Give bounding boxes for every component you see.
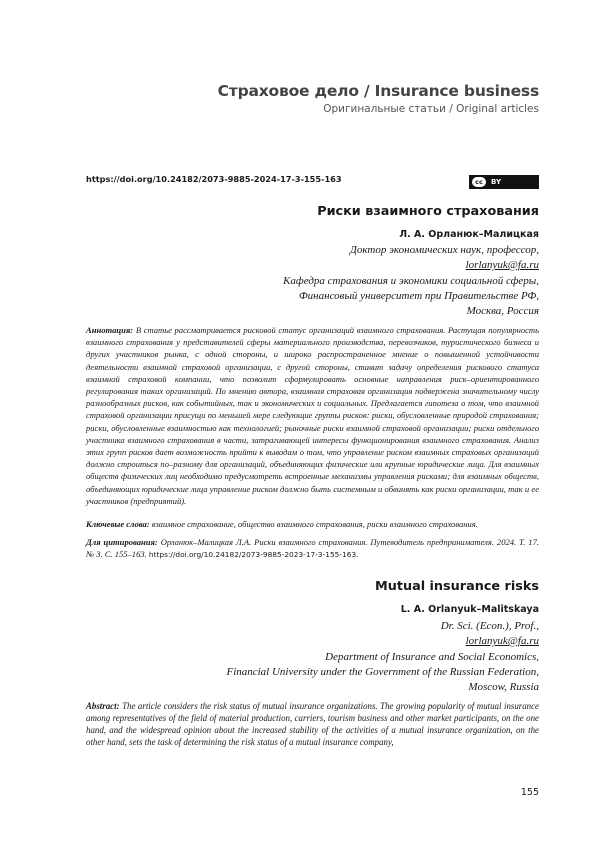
keywords-text-ru: взаимное страхование, общество взаимного страхования, риски взаимного страхования.: [151, 519, 478, 529]
abstract-ru: [86, 324, 539, 507]
section-title: Оригинальные статьи / Original articles: [323, 103, 539, 115]
affiliation-line-1-en: Department of Insurance and Social Economics,: [325, 651, 539, 663]
page-number: 155: [520, 787, 539, 798]
affiliation-line-3-en: Moscow, Russia: [468, 681, 539, 693]
cc-icon: cc: [472, 177, 486, 187]
abstract-text-ru: В статье рассматривается рисковой статус организаций взаимного страхования. Растущая популярность взаимного страхования у представителей сферы материального производства, перевозчиков, туристического бизнеса и других участников рынка, с одной стороны, и широко распространенное мнение о повышенной устойчивости деятельности взаимной страховой организации, с другой стороны, ставит задачу определения рискового статуса взаимной страховой компании, что позволит сформулировать основные направления риск–ориентированного регулирования таких организаций. По мнению автора, взаимная страховая организация подвержена значительному числу разнообразных рисков, как событийных, так и экономических и социальных. Предлагается гипотеза о том, что взаимной страховой организации присущи по меньшей мере следующие группы рисков: риски, обусловленные природой страхования; риски, обусловленные взаимностью как технологией; рыночные риски взаимной страховой организации; риски отдельного участника взаимного страхования в части, затрагивающей интересы функционирования взаимного страхования. Анализ этих групп рисков дает возможность прийти к выводам о том, что управление риском взаимных страховых организаций должно строиться по–разному для организаций, объединяющих физические или крупные юридические лица. Для взаимных обществ физических лиц необходимо предусмотреть встроенные механизмы управления рисками; для взаимных обществ, объединяющих юридические лица управление риском должно быть системным и обвинять как риски организации, так и ее участников (предприятий).: [86, 325, 539, 506]
author-degree-en: Dr. Sci. (Econ.), Prof.,: [440, 620, 539, 632]
author-degree-ru: Доктор экономических наук, профессор,: [349, 244, 539, 256]
doi-link[interactable]: https://doi.org/10.24182/2073-9885-2024-17-3-155-163: [86, 174, 342, 184]
article-title-ru: Риски взаимного страхования: [317, 204, 539, 219]
journal-title: Страховое дело / Insurance business: [217, 82, 539, 100]
article-title-en: Mutual insurance risks: [375, 579, 539, 594]
citation-ru: [86, 536, 539, 561]
author-email-ru[interactable]: lorlanyuk@fa.ru: [465, 259, 539, 271]
citation-label-ru: Для цитирования:: [86, 537, 158, 547]
abstract-en: [86, 700, 539, 748]
citation-doi-ru[interactable]: https://doi.org/10.24182/2073-9885-2023-17-3-155-163.: [148, 550, 359, 560]
cc-by-license-icon[interactable]: [469, 175, 539, 189]
affiliation-line-2-en: Financial University under the Government of the Russian Federation,: [226, 666, 539, 678]
abstract-label-en: Abstract:: [86, 701, 120, 711]
affiliation-line-2-ru: Финансовый университет при Правительстве РФ,: [298, 290, 539, 302]
author-email-en[interactable]: lorlanyuk@fa.ru: [465, 635, 539, 647]
abstract-text-en: The article considers the risk status of mutual insurance organizations. The growing popularity of mutual insurance among representatives of the field of material production, carriers, tourism business and other market participants, on the one hand, and the widespread opinion about the increased stability of the activities of a mutual insurance organization, on the other hand, sets the task of determining the risk status of a mutual insurance company,: [86, 701, 539, 748]
author-ru: Л. А. Орланюк–Малицкая: [399, 229, 539, 240]
affiliation-line-1-ru: Кафедра страхования и экономики социальной сферы,: [283, 275, 539, 287]
affiliation-line-3-ru: Москва, Россия: [466, 305, 539, 317]
keywords-label-ru: Ключевые слова:: [86, 519, 150, 529]
abstract-label-ru: Аннотация:: [86, 325, 134, 335]
author-en: L. A. Orlanyuk–Malitskaya: [400, 604, 539, 615]
keywords-ru: [86, 518, 539, 530]
citation-text-ru: Орланюк–Малицкая Л.А. Риски взаимного страхования. Путеводитель предпринимателя. 2024. Т. 17. № 3. С. 155–163.: [86, 537, 539, 560]
by-label: BY: [491, 178, 502, 186]
